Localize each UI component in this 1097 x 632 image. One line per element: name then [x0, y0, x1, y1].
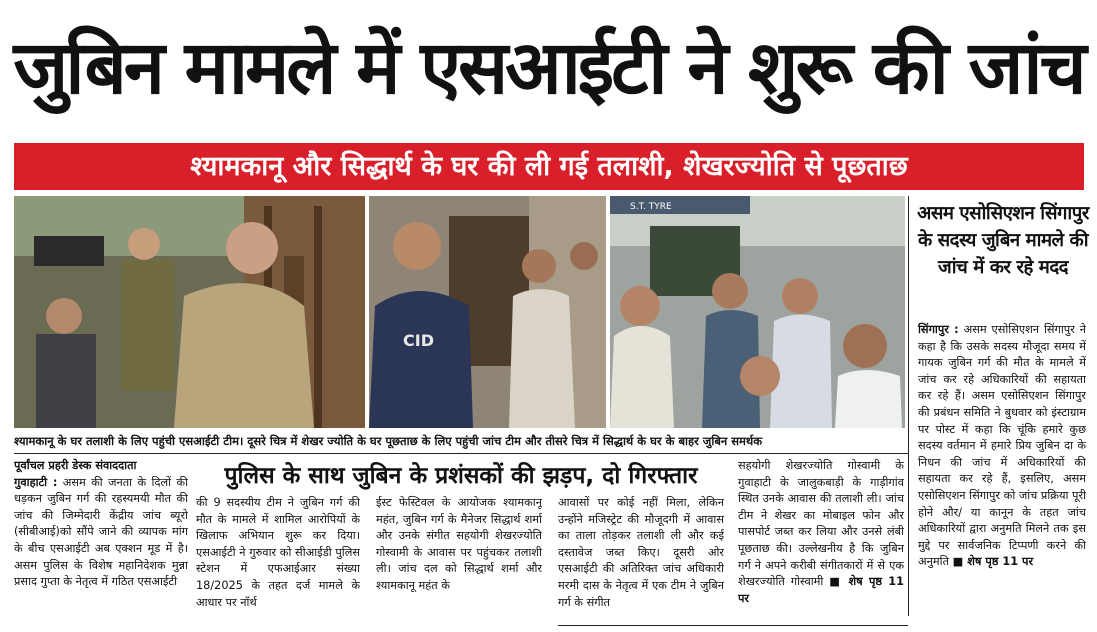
article-column-3 [376, 495, 542, 617]
article-subheadline: पुलिस के साथ जुबिन के प्रशंसकों की झड़प, दो गिरफ्तार [224, 463, 698, 489]
column-2-text: की 9 सदस्यीय टीम ने जुबिन गर्ग की मौत के मामले में शामिल आरोपियों के खिलाफ अभियान शुरू कर दिया। एसआईटी ने गुरुवार को सीआईडी पुलिस स्टेशन में एफआईआर संख्या 18/2025 के तहत दर्ज मामले के आधार पर नॉर्थ [196, 496, 360, 609]
dateline: गुवाहाटी : [14, 475, 58, 489]
side-continued-on-page: ■ शेष पृष्ठ 11 पर [952, 555, 1034, 569]
article-column-5 [738, 458, 904, 618]
column-5-text: सहयोगी शेखरज्योति गोस्वामी के गुवाहाटी के जालुकबाड़ी के गाड़ीगांव स्थित उनके आवास की तलाशी ली। जांच टीम ने शेखर का मोबाइल फोन और पासपोर्ट जब्त कर लिया और उनसे लंबी पूछताछ की। उल्लेखनीय है कि जुबिन गर्ग ने अपने करीबी संगीतकारों में से एक शेखरज्योति गोस्वामी [738, 459, 904, 589]
side-story-body [918, 322, 1086, 618]
article-column-2 [196, 495, 360, 617]
column-1-text: असम की जनता के दिलों की धड़कन जुबिन गर्ग की रहस्यमयी मौत की जांच की जिम्मेदारी केंद्रीय जांच ब्यूरो (सीबीआई)को सौंपे जाने की व्यापक मांग के बीच एसआईटी अब एक्शन मूड में है। असम पुलिस के विशेष महानिदेशक मुन्ना प्रसाद गुप्ता के नेतृत्व में गठित एसआईटी [14, 475, 188, 589]
article-column-1 [14, 458, 188, 618]
side-story-headline: असम एसोसिएशन सिंगापुर के सदस्य जुबिन मामले की जांच में कर रहे मदद [917, 203, 1089, 278]
shop-sign: S.T. TYRE [630, 202, 672, 212]
side-dateline: सिंगापुर : [918, 323, 959, 336]
column-3-text: ईस्ट फेस्टिवल के आयोजक श्यामकानू महंत, जुबिन गर्ग के मैनेजर सिद्धार्थ शर्मा और उनके संगीत सहयोगी शेखरज्योति गोस्वामी के आवास पर पहुंचकर तलाशी ली। जांच दल को सिद्धार्थ शर्मा और श्यामकानू महंत के [376, 496, 542, 592]
photo-caption: श्यामकानू के घर तलाशी के लिए पहुंची एसआईटी टीम। दूसरे चित्र में शेखर ज्योति के घर पूछताछ के लिए पहुंची जांच टीम और तीसरे चित्र में सिद्धार्थ के घर के बाहर जुबिन समर्थक [14, 434, 763, 448]
sub-headline-banner: श्यामकानू और सिद्धार्थ के घर की ली गई तलाशी, शेखरज्योति से पूछताछ [14, 143, 1084, 190]
column-4-text: आवासों पर कोई नहीं मिला, लेकिन उन्होंने मजिस्ट्रेट की मौजूदगी में आवास का ताला तोड़कर तलाशी ली और कई दस्तावेज जब्त किए। दूसरी ओर एसआईटी की अतिरिक्त जांच अधिकारी मरमी दास के नेतृत्व में एक टीम ने जुबिन गर्ग के संगीत [558, 496, 724, 609]
continued-on-page: ■ शेष पृष्ठ 11 पर [738, 575, 904, 605]
article-column-4 [558, 495, 724, 617]
photo-team-at-shekharjyoti-house [369, 196, 606, 428]
photo-supporters-outside-house [610, 196, 905, 428]
side-story-text: असम एसोसिएशन सिंगापुर ने कहा है कि उसके सदस्य मौजूदा समय में गायक जुबिन गर्ग की मौत के मामले में जांच कर रहे अधिकारियों की सहायता कर रहे हैं। असम एसोसिएशन सिंगापुर की प्रबंधन समिति ने बुधवार को इंस्टाग्राम पर पोस्ट में कहा कि चूंकि हमारे कुछ सदस्य वर्तमान में हमारे प्रिय जुबिन दा के निधन की जांच में अधिकारियों की सहायता कर रहे हैं, इसलिए, असम एसोसिएशन सिंगापुर को जांच प्रक्रिया पूरी होने और/ या कानून के तहत जांच अधिकारियों द्वारा अनुमति मिलने तक इस मुद्दे पर सार्वजनिक टिप्पणी करने की अनुमति [918, 323, 1086, 569]
cid-vest-label: CID [403, 331, 434, 350]
main-headline: जुबिन मामले में एसआईटी ने शुरू की जांच [13, 25, 1084, 111]
photo-sit-team-at-house [14, 196, 365, 428]
byline: पूर्वांचल प्रहरी डेस्क संवाददाता [14, 459, 137, 472]
